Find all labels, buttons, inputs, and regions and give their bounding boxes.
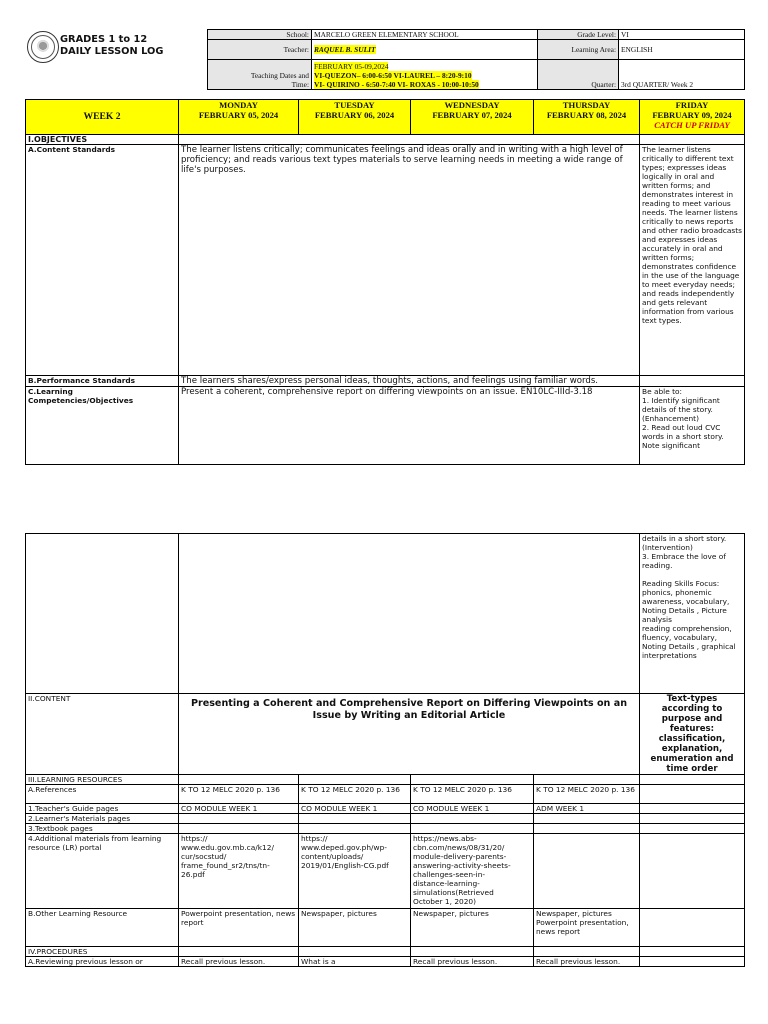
reviewing-monday: Recall previous lesson. — [179, 957, 299, 967]
content-standards-label: A.Content Standards — [26, 145, 179, 376]
day-monday: MONDAY FEBRUARY 05, 2024 — [179, 100, 299, 135]
reviewing-tuesday: What is a — [299, 957, 411, 967]
lr-portal-link-monday[interactable]: https:// www.edu.gov.mb.ca/k12/ cur/socstud/ frame_found_sr2/tns/tn- 26.pdf — [179, 834, 299, 909]
references-thursday: K TO 12 MELC 2020 p. 136 — [534, 785, 640, 804]
dates-times-value — [312, 60, 538, 90]
day-wednesday: WEDNESDAY FEBRUARY 07, 2024 — [411, 100, 534, 135]
week-header-row — [26, 100, 745, 135]
other-resources-monday: Powerpoint presentation, news report — [179, 909, 299, 947]
form-title — [60, 34, 163, 58]
competencies-friday-part2: details in a short story. (Intervention) 3. Embrace the love of reading. Reading Skills Focus: phonics, phonemic awareness, vocabulary, Noting Details , Picture analysis reading comprehension, fluency, vocabulary, Noting Details , graphical interpretations — [640, 534, 745, 694]
additional-materials-row — [26, 834, 745, 909]
content-standards-friday: The learner listens critically to different text types; expresses ideas logically in oral and written forms; and demonstrates interest in reading to meet various needs. The learner listens critically to news reports and other radio broadcasts and expresses ideas accurately in oral and written forms; demonstrates confidence in the use of the language to meet everyday needs; and reads independently and gets relevant information from various text types. — [640, 145, 745, 376]
teachers-guide-row — [26, 804, 745, 814]
references-tuesday: K TO 12 MELC 2020 p. 136 — [299, 785, 411, 804]
reviewing-label: A.Reviewing previous lesson or — [26, 957, 179, 967]
other-resources-friday — [640, 909, 745, 947]
objectives-section: I.OBJECTIVES — [26, 135, 179, 145]
quarter-value: 3rd QUARTER/ Week 2 — [619, 60, 745, 90]
teachers-guide-thursday: ADM WEEK 1 — [534, 804, 640, 814]
content-standards-text: The learner listens critically; communicates feelings and ideas orally and in writing with a high level of proficiency; and reads various text types materials to serve learning needs in meeting a wide range of life's purposes. — [179, 145, 640, 376]
reviewing-wednesday: Recall previous lesson. — [411, 957, 534, 967]
references-monday: K TO 12 MELC 2020 p. 136 — [179, 785, 299, 804]
learners-materials-row — [26, 814, 745, 824]
teachers-guide-label: 1.Teacher's Guide pages — [26, 804, 179, 814]
lr-portal-link-wednesday[interactable]: https://news.abs- cbn.com/news/08/31/20/ module-delivery-parents- answering-activity-sheets- challenges-seen-in- distance-learning- simulations(Retrieved October 1, 2020) — [411, 834, 534, 909]
deped-logo — [27, 31, 59, 63]
day-friday: FRIDAY FEBRUARY 09, 2024 CATCH UP FRIDAY — [640, 100, 745, 135]
other-resources-label: B.Other Learning Resource — [26, 909, 179, 947]
content-label: II.CONTENT — [26, 694, 179, 775]
performance-standards-label: B.Performance Standards — [26, 376, 179, 387]
other-resources-tuesday: Newspaper, pictures — [299, 909, 411, 947]
other-resources-wednesday: Newspaper, pictures — [411, 909, 534, 947]
teachers-guide-tuesday: CO MODULE WEEK 1 — [299, 804, 411, 814]
reviewing-row — [26, 957, 745, 967]
other-resources-row — [26, 909, 745, 947]
competencies-text: Present a coherent, comprehensive report on differing viewpoints on an issue. EN10LC-IIId-3.18 — [179, 387, 640, 465]
header-info-table — [207, 29, 745, 90]
form-title-line2: DAILY LESSON LOG — [60, 46, 164, 57]
grade-level-value: VI — [619, 30, 745, 40]
teacher-label: Teacher: — [208, 40, 312, 60]
references-wednesday: K TO 12 MELC 2020 p. 136 — [411, 785, 534, 804]
quarter-label: Quarter: — [538, 60, 619, 90]
teachers-guide-friday — [640, 804, 745, 814]
content-friday: Text-types according to purpose and features: classification, explanation, enumeration and time order — [640, 694, 745, 775]
learning-area-label: Learning Area: — [538, 40, 619, 60]
reviewing-thursday: Recall previous lesson. — [534, 957, 640, 967]
school-label: School: — [208, 30, 312, 40]
competencies-label: C.Learning Competencies/Objectives — [26, 387, 179, 465]
reviewing-friday — [640, 957, 745, 967]
school-value: MARCELO GREEN ELEMENTARY SCHOOL — [312, 30, 538, 40]
textbook-label: 3.Textbook pages — [26, 824, 179, 834]
references-friday — [640, 785, 745, 804]
lr-portal-link-tuesday[interactable]: https:// www.deped.gov.ph/wp- content/uploads/ 2019/01/English-CG.pdf — [299, 834, 411, 909]
lesson-log-table-page1 — [25, 99, 745, 465]
learners-materials-label: 2.Learner's Materials pages — [26, 814, 179, 824]
references-row — [26, 785, 745, 804]
references-label: A.References — [26, 785, 179, 804]
teachers-guide-monday: CO MODULE WEEK 1 — [179, 804, 299, 814]
teacher-value: RAQUEL B. SULIT — [312, 40, 538, 60]
grade-level-label: Grade Level: — [538, 30, 619, 40]
content-title: Presenting a Coherent and Comprehensive Report on Differing Viewpoints on an Issue by Writing an Editorial Article — [179, 694, 640, 775]
performance-standards-text: The learners shares/express personal ideas, thoughts, actions, and feelings using familiar words. — [179, 376, 640, 387]
learning-area-value: ENGLISH — [619, 40, 745, 60]
day-thursday: THURSDAY FEBRUARY 08, 2024 — [534, 100, 640, 135]
lesson-log-table-page2 — [25, 533, 745, 967]
schedule-line-1: VI-QUEZON– 6:00-6:50 VI-LAUREL – 8:20-9:10 — [314, 71, 472, 80]
catch-up-friday: CATCH UP FRIDAY — [654, 120, 730, 130]
textbook-row — [26, 824, 745, 834]
procedures-section: IV.PROCEDURES — [26, 947, 179, 957]
other-resources-thursday: Newspaper, pictures Powerpoint presentation, news report — [534, 909, 640, 947]
additional-materials-label: 4.Additional materials from learning resource (LR) portal — [26, 834, 179, 909]
learning-resources-section: III.LEARNING RESOURCES — [26, 775, 179, 785]
schedule-line-2: VI- QUIRINO - 6:50-7:40 VI- ROXAS - 10:00-10:50 — [314, 80, 479, 89]
form-title-line1: GRADES 1 to 12 — [60, 34, 148, 45]
week-label: WEEK 2 — [26, 100, 179, 135]
dates-label: Teaching Dates and Time: — [208, 60, 312, 90]
day-tuesday: TUESDAY FEBRUARY 06, 2024 — [299, 100, 411, 135]
teachers-guide-wednesday: CO MODULE WEEK 1 — [411, 804, 534, 814]
teaching-dates: FEBRUARY 05-09,2024 — [314, 62, 389, 71]
competencies-friday-part1: Be able to: 1. Identify significant details of the story. (Enhancement) 2. Read out loud CVC words in a short story. Note significant — [640, 387, 745, 465]
